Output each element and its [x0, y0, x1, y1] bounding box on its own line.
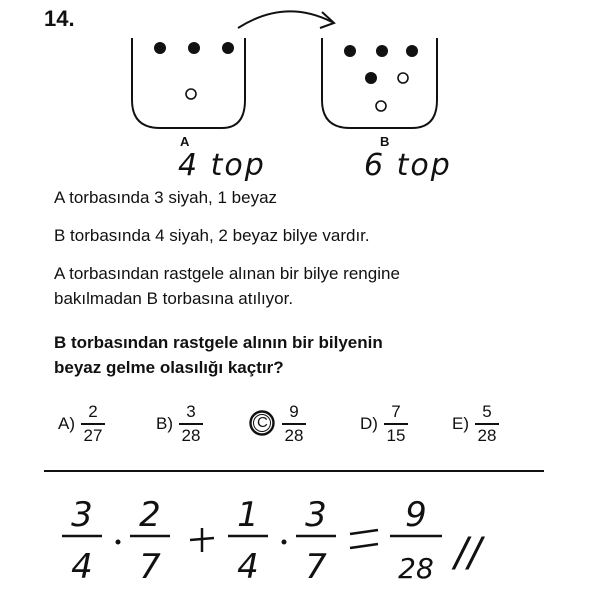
bag-b-white-ball — [376, 101, 386, 111]
transfer-arrow — [238, 11, 332, 28]
bag-b-black-ball — [344, 45, 356, 57]
bag-b-black-ball — [376, 45, 388, 57]
choice-letter: D) — [360, 413, 378, 433]
choice-letter: E) — [452, 413, 469, 433]
handwritten-solution — [50, 490, 510, 590]
equals-sign — [350, 544, 378, 548]
solution-t4-num: 3 — [305, 495, 327, 535]
question-line-1: B torbasından rastgele alının bir bilyenin — [54, 333, 383, 352]
choice-b[interactable] — [156, 402, 203, 446]
circled-letter — [250, 411, 276, 437]
solution-t2-num: 2 — [139, 495, 161, 535]
choice-letter: B) — [156, 413, 173, 433]
bag-a-white-ball — [186, 89, 196, 99]
solution-t2-den: 7 — [139, 547, 161, 587]
bag-a-black-ball — [188, 42, 200, 54]
fraction-numerator: 7 — [391, 402, 401, 421]
bag-a-black-ball — [222, 42, 234, 54]
text-line-transfer-2: bakılmadan B torbasına atılıyor. — [54, 289, 294, 308]
solution-t4-den: 7 — [305, 547, 327, 587]
multiply-dot — [282, 540, 287, 545]
text-line-bag-b: B torbasında 4 siyah, 2 beyaz bilye vardır. — [54, 226, 370, 245]
choice-fraction — [475, 402, 499, 446]
answer-choices — [58, 402, 538, 452]
solution-t3-num: 1 — [237, 495, 259, 535]
fraction-bar — [179, 423, 203, 425]
fraction-numerator: 5 — [482, 402, 492, 421]
solution-result-den: 28 — [398, 552, 434, 585]
choice-letter: C — [257, 413, 268, 431]
fraction-bar — [282, 423, 306, 425]
fraction-denominator: 15 — [386, 425, 406, 445]
fraction-numerator: 2 — [88, 402, 98, 421]
solution-t3-den: 4 — [237, 547, 259, 587]
choice-fraction — [81, 402, 105, 446]
solution-t1-num: 3 — [71, 495, 93, 535]
fraction-denominator: 27 — [83, 425, 103, 445]
fraction-numerator: 9 — [289, 402, 299, 421]
choice-fraction — [282, 402, 306, 446]
bag-b-label: B — [380, 134, 390, 149]
choice-e[interactable] — [452, 402, 499, 446]
multiply-dot — [116, 540, 121, 545]
bag-a-black-ball — [154, 42, 166, 54]
fraction-denominator: 28 — [284, 425, 304, 445]
fraction-denominator: 28 — [477, 425, 497, 445]
choice-d[interactable] — [360, 402, 408, 446]
choice-c[interactable] — [250, 402, 306, 446]
choice-a[interactable] — [58, 402, 105, 446]
bag-b-black-ball — [406, 45, 418, 57]
bags-illustration — [0, 0, 590, 200]
choice-letter: A) — [58, 413, 75, 433]
solution-result-num: 9 — [405, 495, 427, 535]
question-number: 14. — [44, 6, 75, 31]
equals-sign — [350, 530, 378, 534]
question-line-2: beyaz gelme olasılığı kaçtır? — [54, 358, 284, 377]
choice-fraction — [384, 402, 408, 446]
solution-end-mark: // — [454, 530, 482, 576]
bag-a-label: A — [180, 134, 190, 149]
bag-b-handwritten-count: 6 top — [364, 148, 452, 183]
text-line-transfer-1: A torbasından rastgele alınan bir bilye rengine — [54, 264, 400, 283]
bag-b-black-ball — [365, 72, 377, 84]
text-line-bag-a: A torbasında 3 siyah, 1 beyaz — [54, 188, 278, 207]
solution-t1-den: 4 — [71, 547, 93, 587]
fraction-bar — [384, 423, 408, 425]
divider-line — [44, 470, 544, 472]
bag-b-white-ball — [398, 73, 408, 83]
fraction-bar — [81, 423, 105, 425]
bag-a-handwritten-count: 4 top — [178, 148, 266, 183]
fraction-numerator: 3 — [186, 402, 196, 421]
choice-fraction — [179, 402, 203, 446]
fraction-bar — [475, 423, 499, 425]
fraction-denominator: 28 — [181, 425, 201, 445]
